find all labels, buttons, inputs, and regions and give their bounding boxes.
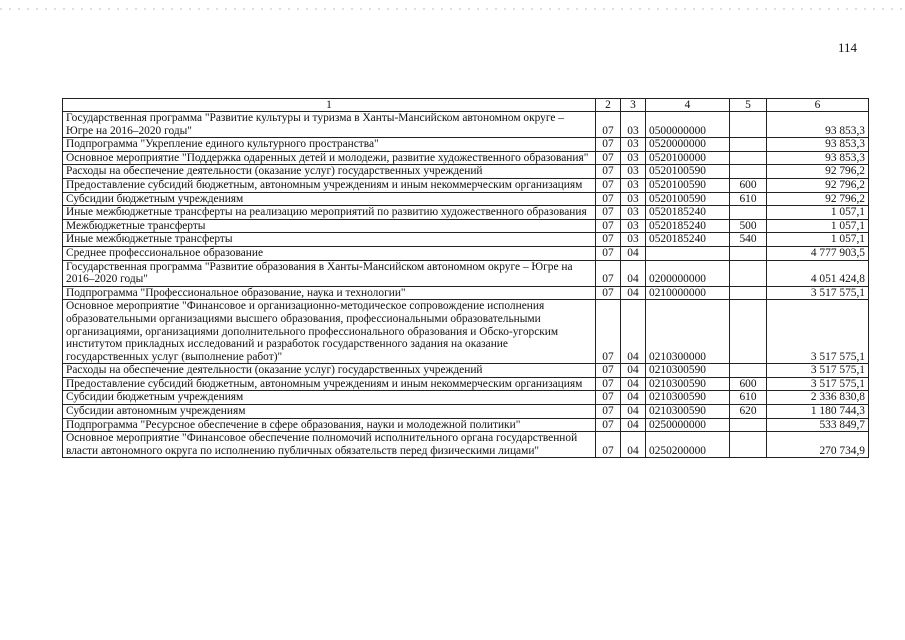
page-number: 114 [838,40,858,55]
subsection-code-cell: 04 [621,391,646,405]
target-article-cell: 0210000000 [646,286,730,300]
table-row [63,219,869,233]
table-row [63,138,869,152]
section-code-cell: 07 [596,391,621,405]
amount-cell: 92 796,2 [767,165,869,179]
section-code-cell: 07 [596,165,621,179]
name-cell: Расходы на обеспечение деятельности (оказание услуг) государственных учреждений [63,165,596,179]
amount-cell: 93 853,3 [767,138,869,152]
subsection-code-cell: 04 [621,432,646,458]
section-code-cell: 07 [596,364,621,378]
table-row [63,364,869,378]
section-code-cell: 07 [596,377,621,391]
subsection-code-cell: 04 [621,418,646,432]
target-article-cell: 0520000000 [646,138,730,152]
expense-type-cell [730,432,767,458]
target-article-cell: 0250200000 [646,432,730,458]
section-code-cell: 07 [596,192,621,206]
name-cell: Предоставление субсидий бюджетным, автономным учреждениям и иным некоммерческим организациям [63,377,596,391]
expense-type-cell [730,364,767,378]
table-row [63,286,869,300]
target-article-cell: 0200000000 [646,260,730,286]
section-code-cell: 07 [596,418,621,432]
amount-cell: 1 057,1 [767,219,869,233]
subsection-code-cell: 03 [621,151,646,165]
table-row [63,192,869,206]
table-row [63,300,869,364]
section-code-cell: 07 [596,286,621,300]
target-article-cell [646,246,730,260]
section-code-cell: 07 [596,233,621,247]
name-cell: Иные межбюджетные трансферты [63,233,596,247]
amount-cell: 3 517 575,1 [767,286,869,300]
expense-type-cell [730,206,767,220]
name-cell: Основное мероприятие "Финансовое и организационно-методическое сопровождение исполнения образовательными организациями высшего образования, профессиональными образовательными организациями, организациями дополнительного профессионального образования и Обско-угорским институтом прикладных исследований и разработок государственного задания на оказание государственных услуг (выполнение работ)" [63,300,596,364]
section-code-cell: 07 [596,300,621,364]
subsection-code-cell: 03 [621,206,646,220]
name-cell: Государственная программа "Развитие образования в Ханты-Мансийском автономном округе – Югре на 2016–2020 годы" [63,260,596,286]
subsection-code-cell: 04 [621,377,646,391]
target-article-cell: 0520100590 [646,178,730,192]
subsection-code-cell: 04 [621,405,646,419]
name-cell: Государственная программа "Развитие культуры и туризма в Ханты-Мансийском автономном округе – Югре на 2016–2020 годы" [63,112,596,138]
target-article-cell: 0520100590 [646,165,730,179]
subsection-code-cell: 03 [621,138,646,152]
section-code-cell: 07 [596,219,621,233]
expense-type-cell: 500 [730,219,767,233]
amount-cell: 3 517 575,1 [767,300,869,364]
subsection-code-cell: 03 [621,192,646,206]
table-row [63,246,869,260]
name-cell: Расходы на обеспечение деятельности (оказание услуг) государственных учреждений [63,364,596,378]
target-article-cell: 0520100590 [646,192,730,206]
amount-cell: 1 180 744,3 [767,405,869,419]
table-row [63,260,869,286]
name-cell: Подпрограмма "Укрепление единого культурного пространства" [63,138,596,152]
expense-type-cell: 600 [730,377,767,391]
subsection-code-cell: 04 [621,246,646,260]
target-article-cell: 0210300590 [646,391,730,405]
section-code-cell: 07 [596,138,621,152]
target-article-cell: 0210300590 [646,364,730,378]
amount-cell: 93 853,3 [767,112,869,138]
section-code-cell: 07 [596,151,621,165]
scan-artifact [0,8,905,10]
table-row [63,178,869,192]
target-article-cell: 0520100000 [646,151,730,165]
expense-type-cell [730,138,767,152]
expense-type-cell: 610 [730,391,767,405]
amount-cell: 4 777 903,5 [767,246,869,260]
name-cell: Основное мероприятие "Финансовое обеспечение полномочий исполнительного органа государственной власти автономного округа по исполнению публичных обязательств перед физическими лицами" [63,432,596,458]
header-cell: 6 [767,99,869,112]
expense-type-cell [730,286,767,300]
name-cell: Субсидии бюджетным учреждениям [63,192,596,206]
amount-cell: 93 853,3 [767,151,869,165]
section-code-cell: 07 [596,112,621,138]
name-cell: Предоставление субсидий бюджетным, автономным учреждениям и иным некоммерческим организациям [63,178,596,192]
name-cell: Межбюджетные трансферты [63,219,596,233]
expense-type-cell: 610 [730,192,767,206]
amount-cell: 3 517 575,1 [767,364,869,378]
name-cell: Субсидии автономным учреждениям [63,405,596,419]
subsection-code-cell: 03 [621,112,646,138]
section-code-cell: 07 [596,260,621,286]
subsection-code-cell: 03 [621,219,646,233]
target-article-cell: 0500000000 [646,112,730,138]
name-cell: Подпрограмма "Ресурсное обеспечение в сфере образования, науки и молодежной политики" [63,418,596,432]
amount-cell: 92 796,2 [767,192,869,206]
amount-cell: 1 057,1 [767,206,869,220]
target-article-cell: 0520185240 [646,233,730,247]
subsection-code-cell: 04 [621,364,646,378]
table-row [63,151,869,165]
table-row [63,377,869,391]
table-row [63,112,869,138]
table-body [63,112,869,458]
header-cell: 1 [63,99,596,112]
amount-cell: 3 517 575,1 [767,377,869,391]
target-article-cell: 0520185240 [646,206,730,220]
section-code-cell: 07 [596,432,621,458]
amount-cell: 270 734,9 [767,432,869,458]
name-cell: Подпрограмма "Профессиональное образование, наука и технологии" [63,286,596,300]
table-row [63,418,869,432]
expense-type-cell [730,300,767,364]
expense-type-cell: 620 [730,405,767,419]
name-cell: Основное мероприятие "Поддержка одаренных детей и молодежи, развитие художественного образования" [63,151,596,165]
target-article-cell: 0210300590 [646,405,730,419]
header-row [63,99,869,112]
subsection-code-cell: 04 [621,300,646,364]
table-row [63,206,869,220]
target-article-cell: 0250000000 [646,418,730,432]
name-cell: Иные межбюджетные трансферты на реализацию мероприятий по развитию художественного образования [63,206,596,220]
table-row [63,405,869,419]
expense-type-cell [730,418,767,432]
amount-cell: 1 057,1 [767,233,869,247]
subsection-code-cell: 03 [621,233,646,247]
header-cell: 3 [621,99,646,112]
expense-type-cell [730,112,767,138]
name-cell: Субсидии бюджетным учреждениям [63,391,596,405]
name-cell: Среднее профессиональное образование [63,246,596,260]
table-row [63,165,869,179]
budget-table [62,98,869,458]
header-cell: 4 [646,99,730,112]
subsection-code-cell: 03 [621,178,646,192]
section-code-cell: 07 [596,178,621,192]
table-row [63,233,869,247]
section-code-cell: 07 [596,246,621,260]
target-article-cell: 0520185240 [646,219,730,233]
section-code-cell: 07 [596,206,621,220]
expense-type-cell: 600 [730,178,767,192]
amount-cell: 4 051 424,8 [767,260,869,286]
expense-type-cell [730,151,767,165]
expense-type-cell [730,165,767,179]
subsection-code-cell: 04 [621,260,646,286]
header-cell: 5 [730,99,767,112]
subsection-code-cell: 03 [621,165,646,179]
amount-cell: 533 849,7 [767,418,869,432]
subsection-code-cell: 04 [621,286,646,300]
target-article-cell: 0210300000 [646,300,730,364]
expense-type-cell [730,246,767,260]
header-cell: 2 [596,99,621,112]
amount-cell: 2 336 830,8 [767,391,869,405]
table-row [63,391,869,405]
section-code-cell: 07 [596,405,621,419]
target-article-cell: 0210300590 [646,377,730,391]
expense-type-cell: 540 [730,233,767,247]
table-row [63,432,869,458]
amount-cell: 92 796,2 [767,178,869,192]
expense-type-cell [730,260,767,286]
